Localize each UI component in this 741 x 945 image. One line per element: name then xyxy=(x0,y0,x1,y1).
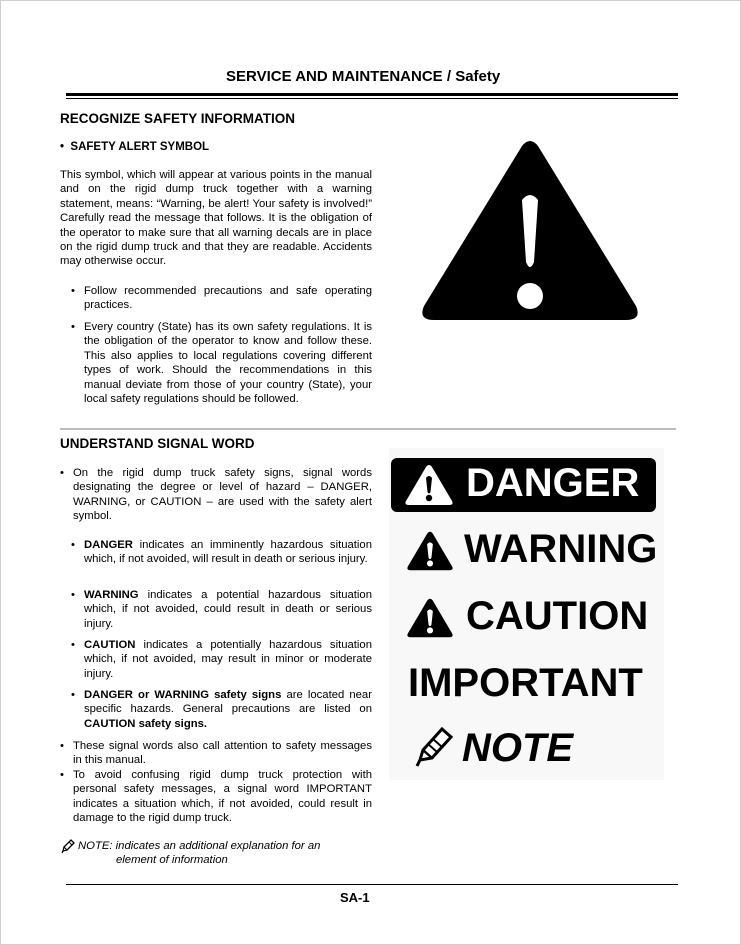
safety-symbol-paragraph: This symbol, which will appear at various points in the manual and on the rigid dump truck together with a warning statement, means: “Warning, be alert! Your safety is involved!” Carefully read the message that follows. It is the obligation of the operator to make sure that all warning decals are in place on the rigid dump truck and that they are readable. Accidents may otherwise occur. xyxy=(60,169,372,268)
bullet-dot: • xyxy=(60,740,64,752)
bullet-dot: • xyxy=(71,689,75,701)
note-pencil-icon xyxy=(414,724,454,768)
list-item-text: Follow recommended precautions and safe operating practices. xyxy=(84,285,372,312)
warning-alert-icon xyxy=(406,530,454,572)
danger-label: DANGER xyxy=(466,461,640,505)
section-divider xyxy=(60,428,676,430)
header-rule-thick xyxy=(66,93,678,96)
page-header-title: SERVICE AND MAINTENANCE / Safety xyxy=(226,68,501,85)
bullet-dot: • xyxy=(71,589,75,601)
section-title-signal-word: UNDERSTAND SIGNAL WORD xyxy=(60,436,255,451)
danger-alert-icon xyxy=(404,464,454,506)
bullet-dot: • xyxy=(71,639,75,651)
footer-rule xyxy=(66,884,678,885)
definition-text: indicates a potential hazardous situation which, if not avoided, could result in death or serious injury. xyxy=(84,589,372,630)
header-rule-thin xyxy=(66,98,678,99)
bullet-dot: • xyxy=(71,285,75,297)
list-item-text: To avoid confusing rigid dump truck protection with personal safety messages, a signal word IMPORTANT indicates a situation which, if not avoided, could result in damage to the rigid dump truck. xyxy=(73,769,372,825)
bullet-dot: • xyxy=(71,321,75,333)
term-warning: WARNING xyxy=(84,589,139,601)
note-line-2: element of information xyxy=(116,854,228,866)
section-title-recognize: RECOGNIZE SAFETY INFORMATION xyxy=(60,111,296,126)
signs-text: are located near specific hazards. General precautions are listed on xyxy=(84,689,372,716)
bullet-dot: • xyxy=(60,141,71,153)
list-item-text: These signal words also call attention to safety messages in this manual. xyxy=(73,740,372,767)
note-label: NOTE xyxy=(462,726,574,770)
definition-signs xyxy=(71,688,372,731)
subheading-text: SAFETY ALERT SYMBOL xyxy=(70,141,210,153)
definition-text: indicates an imminently hazardous situation which, if not avoided, will result in death or serious injury. xyxy=(84,539,372,566)
note-line-1: NOTE: indicates an additional explanation for an xyxy=(78,840,321,852)
definition-caution xyxy=(71,638,372,681)
bullet-dot: • xyxy=(60,769,64,781)
bullet-dot: • xyxy=(71,539,75,551)
list-item xyxy=(60,768,372,826)
list-item-text: On the rigid dump truck safety signs, signal words designating the degree or level of hazard – DANGER, WARNING, or CAUTION – are used with the safety alert symbol. xyxy=(73,467,372,523)
caution-label: CAUTION xyxy=(466,594,649,638)
warning-label: WARNING xyxy=(464,527,658,571)
list-item xyxy=(60,739,372,768)
bullet-dot: • xyxy=(60,467,64,479)
definition-text: indicates a potentially hazardous situation which, if not avoided, may result in minor or moderate injury. xyxy=(84,639,372,680)
page-number: SA-1 xyxy=(340,890,370,905)
list-item xyxy=(71,320,372,406)
subheading-safety-alert xyxy=(60,141,209,153)
important-label: IMPORTANT xyxy=(408,661,643,705)
list-item xyxy=(60,466,372,524)
list-item xyxy=(71,284,372,313)
caution-alert-icon xyxy=(406,597,454,639)
definition-danger xyxy=(71,538,372,567)
term-caution: CAUTION xyxy=(84,639,136,651)
pencil-icon xyxy=(60,838,76,854)
list-item-text: Every country (State) has its own safety regulations. It is the obligation of the operator to know and follow these. This also applies to local regulations covering different types of work. Should the recommendations in this manual deviate from those of your country (State), your local safety regulations should be followed. xyxy=(84,321,372,406)
definition-warning xyxy=(71,588,372,631)
safety-alert-triangle-icon xyxy=(418,138,642,328)
signs-term-caution: CAUTION safety signs. xyxy=(84,717,208,730)
signs-term: DANGER or WARNING safety signs xyxy=(84,689,282,701)
term-danger: DANGER xyxy=(84,539,133,551)
